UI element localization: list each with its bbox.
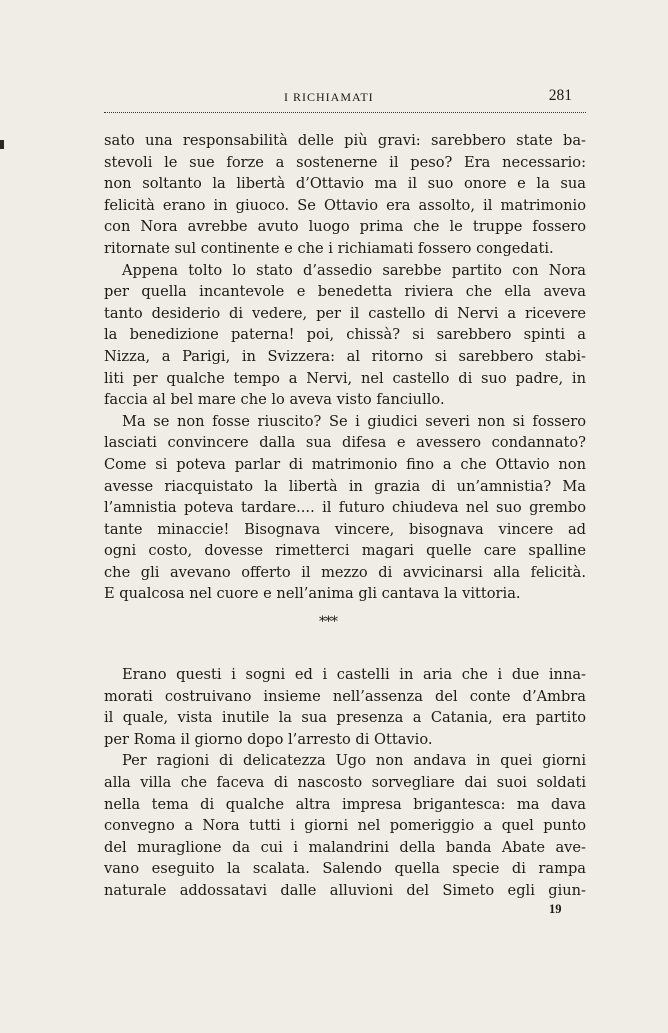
text-line: Erano questi i sogni ed i castelli in aria che i due inna-: [122, 666, 586, 683]
text-line: Appena tolto lo stato d’assedio sarebbe partito con Nora: [122, 261, 586, 279]
header-rule: [104, 112, 586, 113]
text-line: tante minaccie! Bisognava vincere, bisognava vincere ad: [104, 520, 586, 538]
text-line: stevoli le sue forze a sostenerne il peso? Era necessario:: [104, 153, 586, 171]
text-line: la benedizione paterna! poi, chissà? si sarebbero spinti a: [104, 326, 586, 344]
text-line: Nizza, a Parigi, in Svizzera: al ritorno si sarebbero stabi-: [104, 347, 586, 365]
text-line: morati costruivano insieme nell’assenza del conte d’Ambra: [104, 687, 586, 705]
page-header: [104, 87, 586, 112]
text-line: che gli avevano offerto il mezzo di avvicinarsi alla felicità.: [104, 563, 586, 581]
text-line: Per ragioni di delicatezza Ugo non andava in quei giorni: [122, 752, 586, 770]
signature-mark: 19: [549, 902, 562, 916]
text-line: naturale addossatavi dalle alluvioni del Simeto egli giun-: [104, 881, 586, 899]
text-block-lower: [104, 664, 586, 902]
text-line: con Nora avrebbe avuto luogo prima che le truppe fossero: [104, 218, 586, 236]
page-number: 281: [548, 87, 572, 104]
text-line: ritornate sul continente e che i richiamati fossero congedati.: [104, 239, 554, 257]
text-line: convegno a Nora tutti i giorni nel pomeriggio a quel punto: [104, 817, 586, 835]
text-line: nella tema di qualche altra impresa brigantesca: ma dava: [104, 795, 586, 813]
margin-ink-mark: [0, 140, 4, 149]
text-line: del muraglione da cui i malandrini della banda Abate ave-: [104, 838, 586, 856]
text-line: tanto desiderio di vedere, per il castello di Nervi a ricevere: [104, 304, 586, 322]
text-line: E qualcosa nel cuore e nell’anima gli cantava la vittoria.: [104, 585, 521, 603]
text-line: avesse riacquistato la libertà in grazia di un’amnistia? Ma: [104, 477, 586, 495]
text-line: Come si poteva parlar di matrimonio fino a che Ottavio non: [104, 455, 586, 473]
paragraph-3: [104, 411, 586, 605]
text-line: per Roma il giorno dopo l’arresto di Ottavio.: [104, 730, 433, 748]
text-line: liti per qualche tempo a Nervi, nel castello di suo padre, in: [104, 369, 586, 387]
text-line: il quale, vista inutile la sua presenza a Catania, era partito: [104, 709, 586, 727]
paragraph-1: [104, 130, 586, 260]
text-line: faccia al bel mare che lo aveva visto fanciullo.: [104, 391, 445, 409]
text-line: Ma se non fosse riuscito? Se i giudici severi non si fossero: [122, 412, 586, 430]
text-line: ogni costo, dovesse rimetterci magari quelle care spalline: [104, 542, 586, 560]
section-break-asterism: ***: [319, 614, 337, 630]
running-title: I RICHIAMATI: [284, 90, 374, 104]
paragraph-4: [104, 664, 586, 750]
text-line: l’amnistia poteva tardare.... il futuro chiudeva nel suo grembo: [104, 499, 586, 517]
text-line: non soltanto la libertà d’Ottavio ma il suo onore e la sua: [104, 175, 586, 193]
text-line: sato una responsabilità delle più gravi: sarebbero state ba-: [104, 132, 586, 149]
text-line: alla villa che faceva di nascosto sorvegliare dai suoi soldati: [104, 773, 586, 791]
text-line: per quella incantevole e benedetta riviera che ella aveva: [104, 283, 586, 301]
text-line: lasciati convincere dalla sua difesa e avessero condannato?: [104, 434, 586, 452]
paragraph-2: [104, 260, 586, 411]
paragraph-5: [104, 750, 586, 901]
text-line: vano eseguito la scalata. Salendo quella specie di rampa: [104, 860, 586, 878]
text-line: felicità erano in giuoco. Se Ottavio era assolto, il matrimonio: [104, 196, 586, 214]
text-block-upper: [104, 130, 586, 605]
